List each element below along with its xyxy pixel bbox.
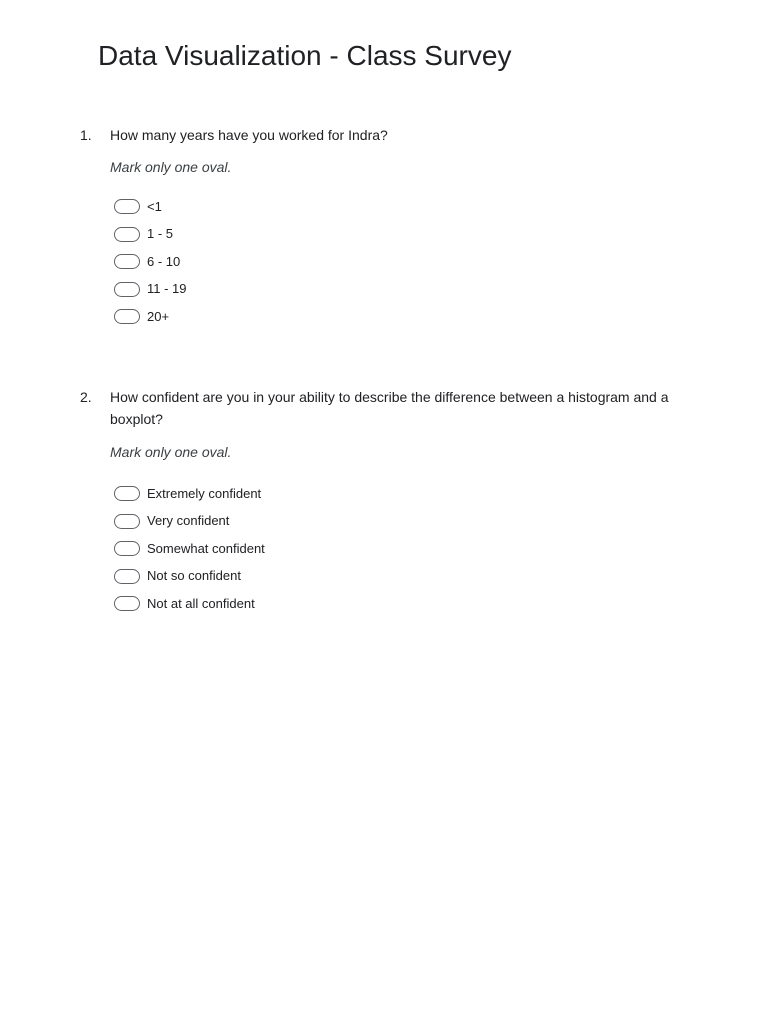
option-item[interactable] (114, 563, 690, 591)
option-label: <1 (147, 198, 162, 214)
oval-radio-icon[interactable] (114, 254, 140, 269)
option-label: 11 - 19 (147, 281, 187, 297)
question-1 (80, 124, 690, 331)
option-label: Extremely confident (147, 485, 262, 501)
option-item[interactable] (114, 221, 690, 249)
options-list (114, 193, 690, 331)
question-instruction: Mark only one oval. (110, 444, 232, 460)
oval-radio-icon[interactable] (114, 199, 140, 214)
option-item[interactable] (114, 303, 690, 331)
options-list (114, 480, 690, 618)
option-item[interactable] (114, 248, 690, 276)
question-text: How confident are you in your ability to describe the difference between a histogram and a boxplot? (110, 389, 669, 427)
question-instruction: Mark only one oval. (110, 159, 232, 175)
option-item[interactable] (114, 508, 690, 536)
oval-radio-icon[interactable] (114, 486, 140, 501)
question-header (80, 386, 690, 430)
oval-radio-icon[interactable] (114, 309, 140, 324)
option-label: Not so confident (147, 568, 241, 584)
page-title: Data Visualization - Class Survey (98, 40, 512, 71)
option-item[interactable] (114, 480, 690, 508)
option-label: 1 - 5 (147, 226, 174, 242)
question-2 (80, 386, 690, 618)
oval-radio-icon[interactable] (114, 514, 140, 529)
option-label: Not at all confident (147, 595, 255, 611)
option-label: 6 - 10 (147, 253, 181, 269)
option-item[interactable] (114, 590, 690, 618)
question-number: 2. (80, 389, 92, 405)
question-number: 1. (80, 127, 92, 143)
oval-radio-icon[interactable] (114, 596, 140, 611)
option-label: Somewhat confident (147, 540, 265, 556)
option-item[interactable] (114, 276, 690, 304)
option-item[interactable] (114, 535, 690, 563)
question-header (80, 124, 690, 146)
option-item[interactable] (114, 193, 690, 221)
option-label: Very confident (147, 513, 230, 529)
oval-radio-icon[interactable] (114, 227, 140, 242)
oval-radio-icon[interactable] (114, 541, 140, 556)
oval-radio-icon[interactable] (114, 569, 140, 584)
option-label: 20+ (147, 308, 170, 324)
question-text: How many years have you worked for Indra? (110, 127, 388, 143)
oval-radio-icon[interactable] (114, 282, 140, 297)
